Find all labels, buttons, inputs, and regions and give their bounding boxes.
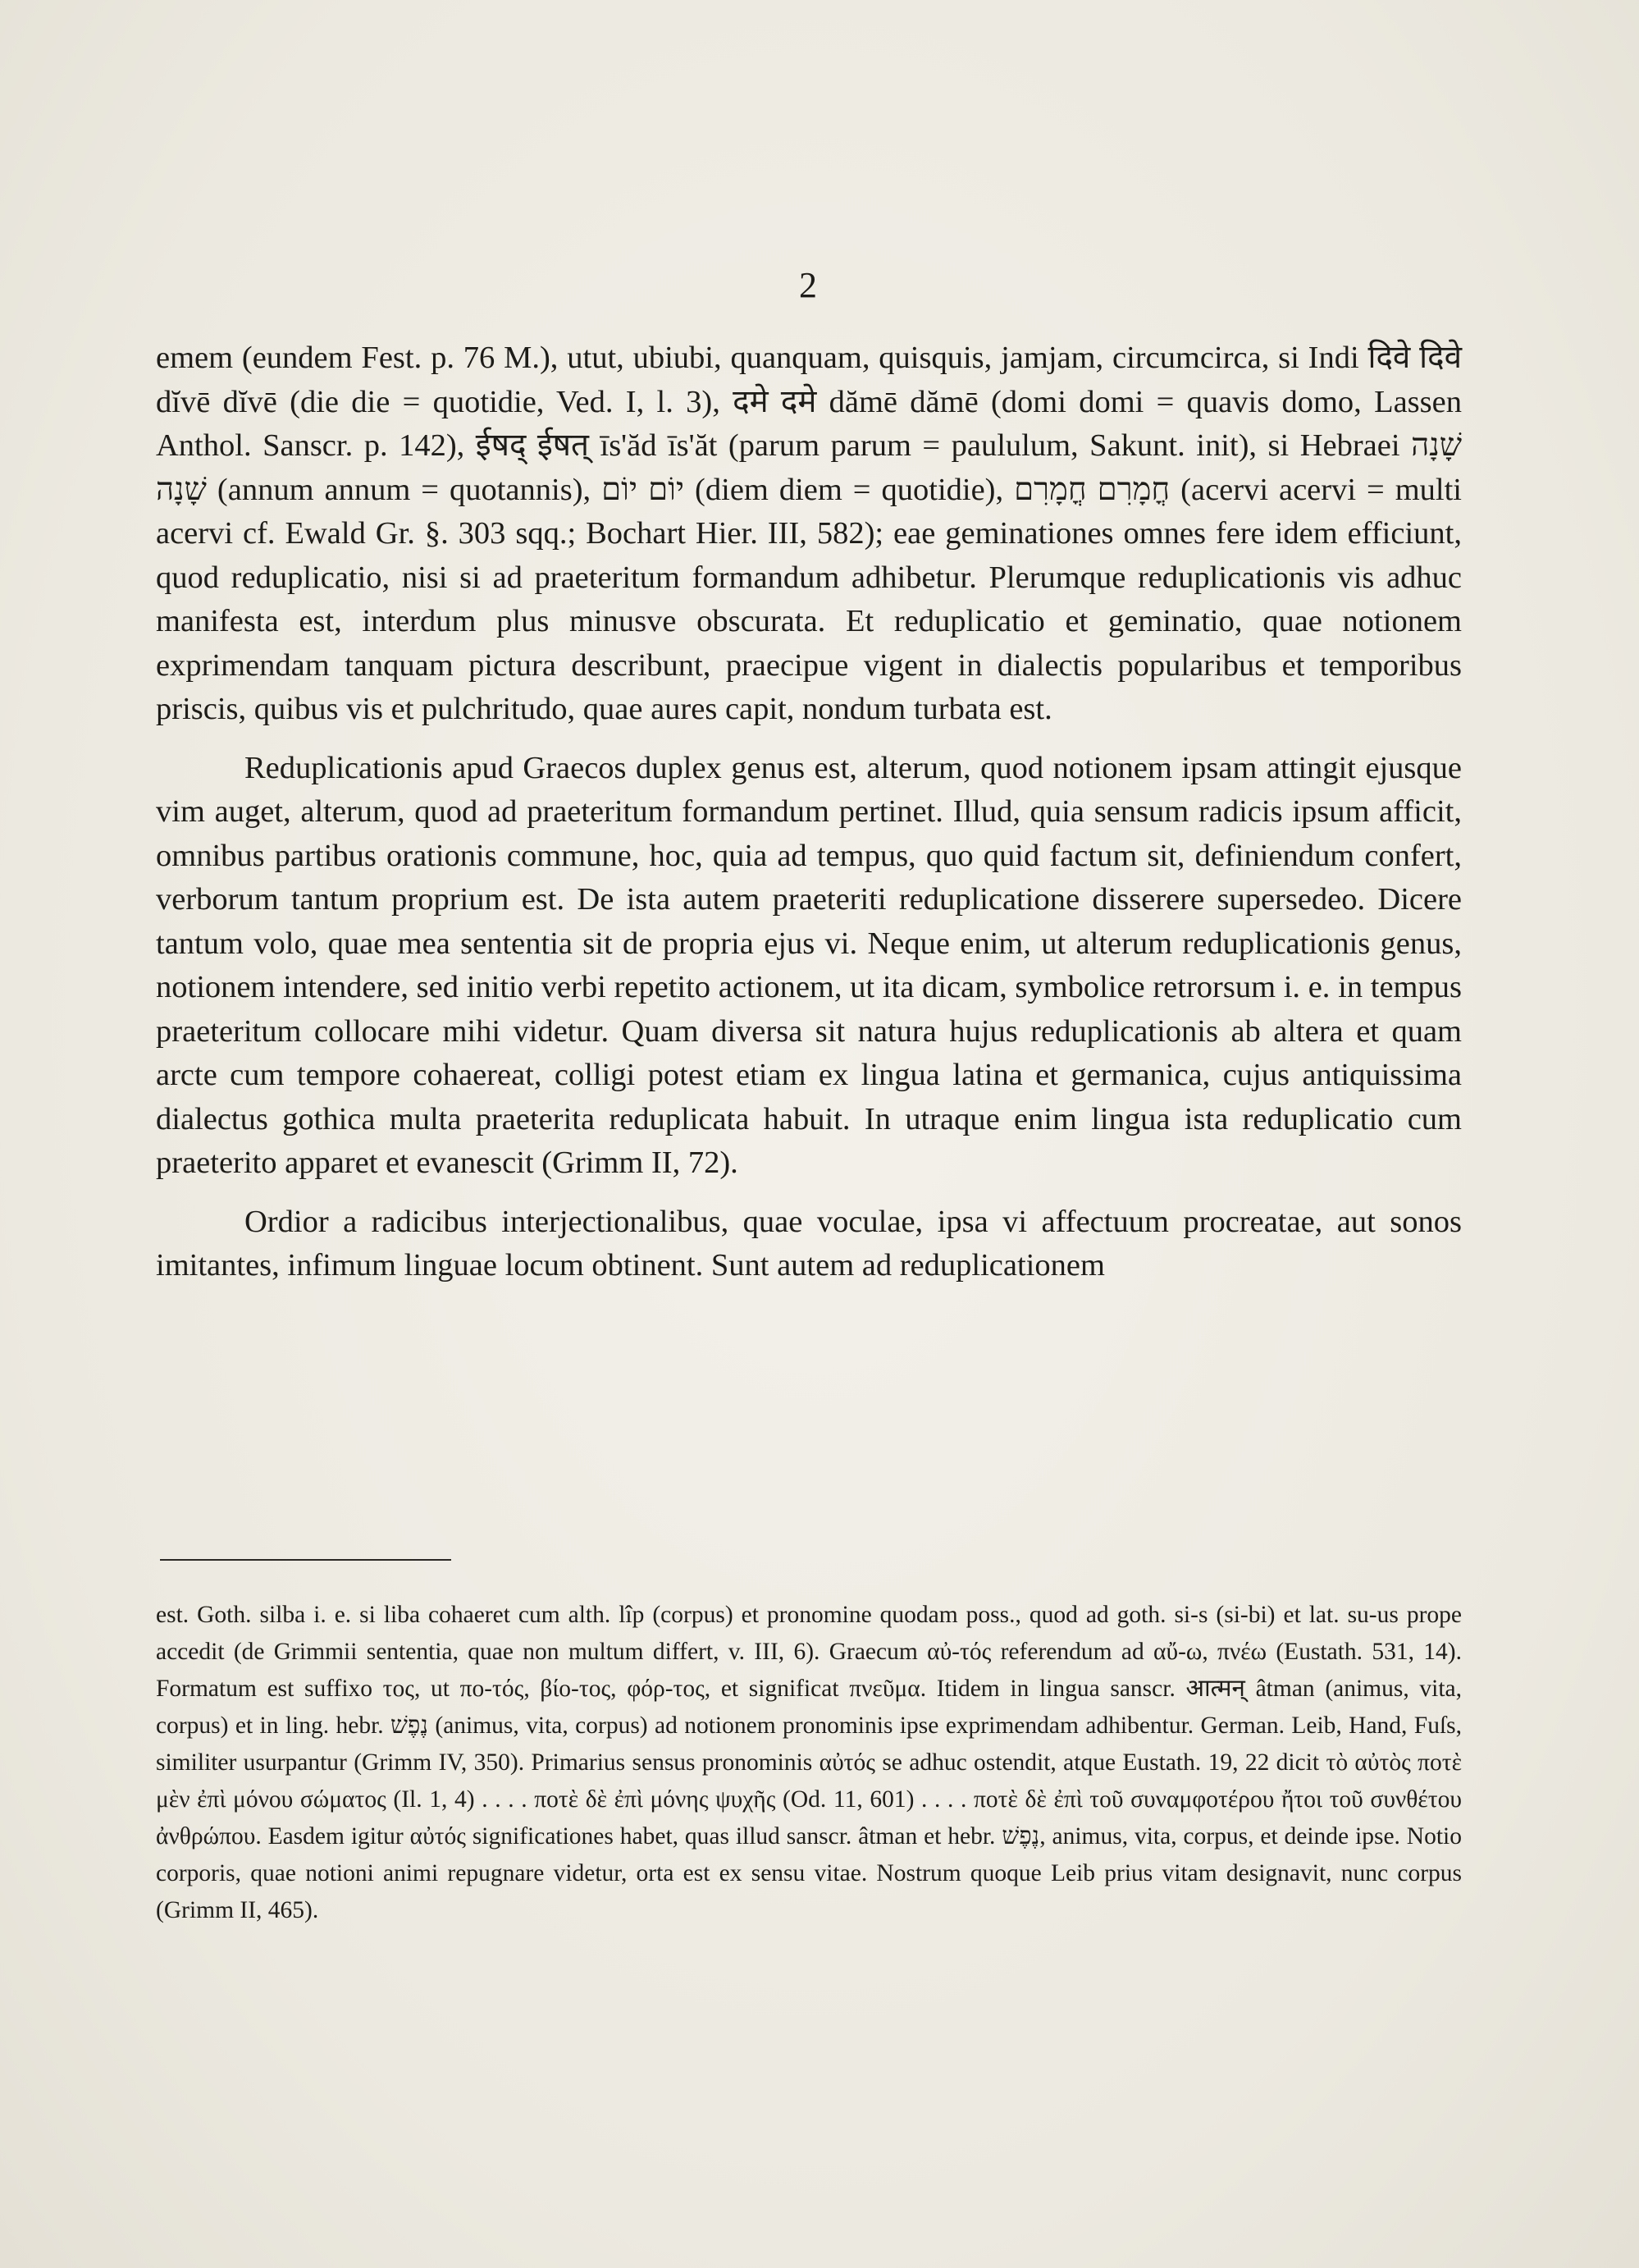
footnote-divider [160,1559,451,1561]
footnote-block [156,1597,1462,1929]
page-number: 2 [799,265,817,305]
footnote-text: est. Goth. silba i. e. si liba cohaeret cum alth. lîp (corpus) et pronomine quodam poss., quod ad goth. si-s (si-bi) et lat. su-us prope accedit (de Grimmii sententia, quae non multum differt, v. III, 6). Graecum αὐ-τός referendum ad αὔ-ω, πνέω (Eustath. 531, 14). Formatum est suffixo τος, ut πο-τός, βίο-τος, φόρ-τος, et significat πνεῦμα. Itidem in lingua sanscr. आत्मन् âtman (animus, vita, corpus) et in ling. hebr. נֶפֶשׁ (animus, vita, corpus) ad notionem pronominis ipse exprimendam adhibentur. German. Leib, Hand, Fuſs, similiter usurpantur (Grimm IV, 350). Primarius sensus pronominis αὐτός se adhuc ostendit, atque Eustath. 19, 22 dicit τὸ αὐτὸς ποτὲ μὲν ἐπὶ μόνου σώματος (Il. 1, 4) . . . . ποτὲ δὲ ἐπὶ μόνης ψυχῆς (Od. 11, 601) . . . . ποτὲ δὲ ἐπὶ τοῦ συναμφοτέρου ἤτοι τοῦ συνθέτου ἀνθρώπου. Easdem igitur αὐτός significationes habet, quas illud sanscr. âtman et hebr. נֶפֶשׁ, animus, vita, corpus, et deinde ipse. Notio corporis, quae notioni animi repugnare videtur, orta est ex sensu vitae. Nostrum quoque Leib prius vitam designavit, nunc corpus (Grimm II, 465). [156,1602,1463,1923]
paragraph-1: emem (eundem Fest. p. 76 M.), utut, ubiubi, quanquam, quisquis, jamjam, circumcirca, si Indi दिवे दिवे dĭvē dĭvē (die die = quotidie, Ved. I, l. 3), दमे दमे dămē dămē (domi domi = quavis domo, Lassen Anthol. Sanscr. p. 142), ईषद् ईषत् īs'ăd īs'ăt (parum parum = paululum, Sakunt. init), si Hebraei שָׁנָה שָׁנָה (annum annum = quotannis), יוֹם יוֹם (diem diem = quotidie), חֳמָרִם חֳמָרִם (acervi acervi = multi acervi cf. Ewald Gr. §. 303 sqq.; Bochart Hier. III, 582); eae geminationes omnes fere idem efficiunt, quod reduplicatio, nisi si ad praeteritum formandum adhibetur. Plerumque reduplicationis vis adhuc manifesta est, interdum plus minusve obscurata. Et reduplicatio et geminatio, quae notionem exprimendam tanquam pictura describunt, praecipue vigent in dialectis popularibus et temporibus priscis, quibus vis et pulchritudo, quae aures capit, nondum turbata est. [156,341,1463,726]
paragraph-2: Reduplicationis apud Graecos duplex genus est, alterum, quod notionem ipsam attingit ejusque vim auget, alterum, quod ad praeteritum formandum pertinet. Illud, quia sensum radicis ipsum afficit, omnibus partibus orationis commune, hoc, quia ad tempus, quo quid factum sit, definiendum confert, verborum tantum proprium est. De ista autem praeteriti reduplicatione disserere supersedeo. Dicere tantum volo, quae mea sententia sit de propria ejus vi. Neque enim, ut alterum reduplicationis genus, notionem intendere, sed initio verbi repetito actionem, ut ita dicam, symbolice retrorsum i. e. in tempus praeteritum collocare mihi videtur. Quam diversa sit natura hujus reduplicationis ab altera et quam arcte cum tempore cohaereat, colligi potest etiam ex lingua latina et germanica, cujus antiquissima dialectus gothica multa praeterita reduplicata habuit. In utraque enim lingua ista reduplicatio cum praeterito apparet et evanescit (Grimm II, 72). [156,750,1462,1180]
main-text [156,336,1462,1288]
paragraph-3: Ordior a radicibus interjectionalibus, quae voculae, ipsa vi affectuum procreatae, aut sonos imitantes, infimum linguae locum obtinent. Sunt autem ad reduplicationem [156,1204,1462,1283]
